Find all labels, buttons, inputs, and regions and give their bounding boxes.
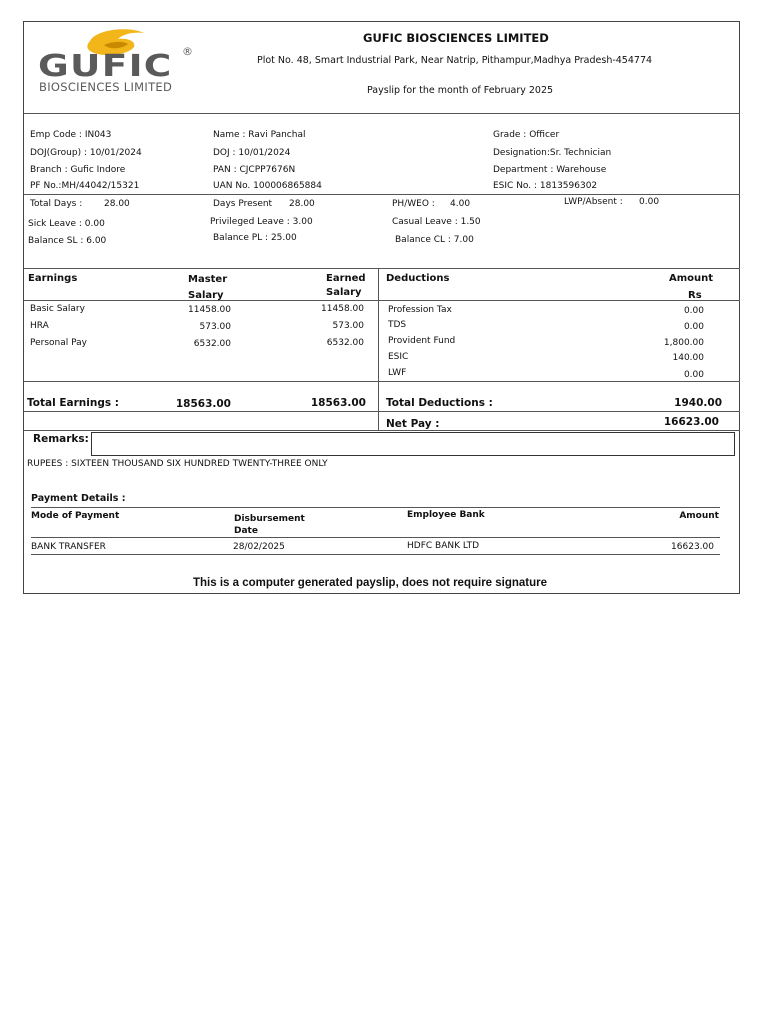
earning-label: HRA [30,321,49,331]
master-salary-header-2: Salary [188,290,224,301]
casual-leave: Casual Leave : 1.50 [392,217,481,227]
lwp-label: LWP/Absent : [564,197,623,207]
emp-pf-no: PF No.:MH/44042/15321 [30,181,140,191]
amount-header-1: Amount [669,273,714,284]
divider [24,411,740,412]
emp-branch: Branch : Gufic Indore [30,165,126,175]
company-address: Plot No. 48, Smart Industrial Park, Near Natrip, Pithampur,Madhya Pradesh-454774 [257,55,653,66]
deduction-amount: 0.00 [683,322,704,332]
logo-word: GUFIC [38,49,173,84]
total-days-label: Total Days : [30,199,83,209]
sick-leave: Sick Leave : 0.00 [28,219,105,229]
emp-name: Name : Ravi Panchal [213,130,306,140]
deduction-amount: 0.00 [683,306,704,316]
payment-amount: 16623.00 [671,542,714,552]
divider [24,381,740,382]
balance-cl: Balance CL : 7.00 [395,235,474,245]
earned-salary-header-1: Earned [326,273,366,284]
company-name: GUFIC BIOSCIENCES LIMITED [363,31,549,45]
deduction-label: Profession Tax [388,305,452,315]
col-employee-bank: Employee Bank [407,510,485,520]
emp-pan: PAN : CJCPP7676N [213,165,296,175]
earning-master: 6532.00 [193,339,231,349]
divider [31,537,720,538]
divider [24,194,740,195]
days-present-value: 28.00 [289,199,315,209]
column-divider [378,268,379,431]
payment-date: 28/02/2025 [233,542,285,552]
earnings-header: Earnings [28,273,78,284]
divider [24,300,740,301]
deductions-header: Deductions [386,273,450,284]
earning-label: Personal Pay [30,338,87,348]
earning-earned: 573.00 [332,321,364,331]
remarks-label: Remarks: [33,433,89,445]
deduction-label: LWF [388,368,407,378]
payment-bank: HDFC BANK LTD [407,541,480,551]
total-earnings-earned: 18563.00 [310,397,366,409]
total-deductions-amount: 1940.00 [674,397,722,409]
deduction-label: TDS [388,320,407,330]
emp-doj-group: DOJ(Group) : 10/01/2024 [30,148,142,158]
total-deductions-label: Total Deductions : [386,397,493,409]
amount-header-2: Rs [688,290,702,301]
col-mode-of-payment: Mode of Payment [31,511,120,521]
logo-subtitle: BIOSCIENCES LIMITED [39,80,173,94]
ph-weo-label: PH/WEO : [392,199,435,209]
emp-department: Department : Warehouse [493,165,607,175]
logo-registered: ® [182,45,193,58]
divider [24,430,740,431]
emp-grade: Grade : Officer [493,130,560,140]
divider [24,268,740,269]
net-pay-amount: 16623.00 [663,416,719,428]
divider [31,507,720,508]
emp-uan-no: UAN No. 100006865884 [213,181,322,191]
payslip-title: Payslip for the month of February 2025 [367,85,554,96]
remarks-box [91,432,735,456]
divider [31,554,720,555]
total-days-value: 28.00 [104,199,130,209]
divider [24,113,740,114]
net-pay-label: Net Pay : [386,418,440,430]
deduction-amount: 0.00 [683,370,704,380]
total-earnings-master: 18563.00 [175,398,231,410]
remarks-value [92,441,96,451]
earning-earned: 6532.00 [326,338,364,348]
deduction-label: ESIC [388,352,409,362]
earning-label: Basic Salary [30,304,85,314]
lwp-value: 0.00 [639,197,660,207]
deduction-amount: 1,800.00 [663,338,704,348]
emp-designation: Designation:Sr. Technician [493,148,612,158]
col-disbursement-date-2: Date [234,526,258,536]
payment-mode: BANK TRANSFER [31,542,106,552]
deduction-label: Provident Fund [388,336,456,346]
privileged-leave: Privileged Leave : 3.00 [210,217,313,227]
emp-esic-no: ESIC No. : 1813596302 [493,181,598,191]
amount-in-words: RUPEES : SIXTEEN THOUSAND SIX HUNDRED TWENTY-THREE ONLY [27,459,328,469]
emp-code: Emp Code : IN043 [30,130,112,140]
col-disbursement-date-1: Disbursement [234,514,305,524]
col-amount: Amount [679,511,719,521]
balance-sl: Balance SL : 6.00 [28,236,107,246]
earned-salary-header-2: Salary [326,287,362,298]
ph-weo-value: 4.00 [450,199,471,209]
days-present-label: Days Present [213,199,273,209]
total-earnings-label: Total Earnings : [27,397,119,409]
earning-master: 11458.00 [188,305,231,315]
payment-details-title: Payment Details : [31,493,126,504]
emp-doj: DOJ : 10/01/2024 [213,148,291,158]
master-salary-header-1: Master [188,274,228,285]
footer-note: This is a computer generated payslip, does not require signature [193,577,548,589]
company-logo [32,27,202,95]
deduction-amount: 140.00 [672,353,704,363]
balance-pl: Balance PL : 25.00 [213,233,297,243]
earning-earned: 11458.00 [321,304,364,314]
earning-master: 573.00 [199,322,231,332]
